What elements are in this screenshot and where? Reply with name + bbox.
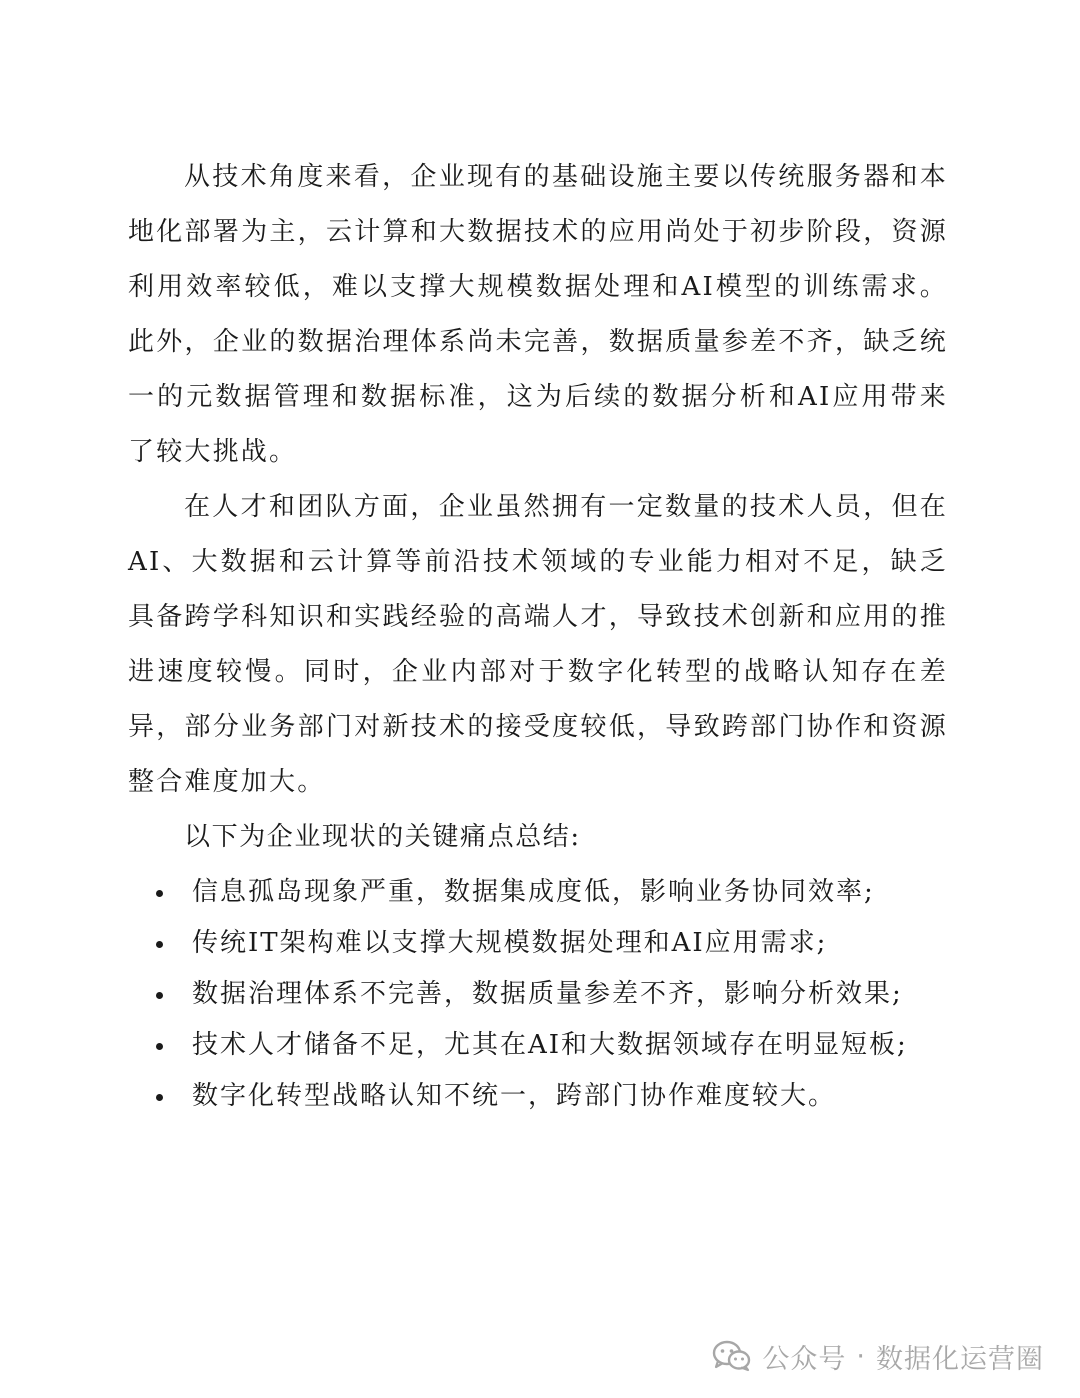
wechat-watermark — [712, 1336, 1044, 1376]
bullet-icon — [156, 890, 163, 897]
list-item — [128, 918, 948, 969]
list-item-text: 技术人才储备不足，尤其在AI和大数据领域存在明显短板; — [192, 1030, 908, 1060]
list-item — [128, 969, 948, 1020]
watermark-account-name: 数据化运营圈 — [876, 1343, 1044, 1375]
bullet-icon — [156, 992, 163, 999]
list-item — [128, 1071, 948, 1122]
list-item-text: 数字化转型战略认知不统一，跨部门协作难度较大。 — [192, 1081, 837, 1111]
bullet-icon — [156, 941, 163, 948]
wechat-icon — [712, 1340, 752, 1372]
watermark-separator: · — [856, 1340, 866, 1372]
list-item-text: 信息孤岛现象严重，数据集成度低，影响业务协同效率; — [192, 877, 875, 907]
watermark-prefix: 公众号 — [762, 1343, 847, 1375]
summary-intro: 以下为企业现状的关键痛点总结: — [184, 822, 581, 852]
list-item-text: 数据治理体系不完善，数据质量参差不齐，影响分析效果; — [192, 979, 903, 1009]
paragraph-technology: 从技术角度来看，企业现有的基础设施主要以传统服务器和本地化部署为主，云计算和大数据技术的应用尚处于初步阶段，资源利用效率较低，难以支撑大规模数据处理和AI模型的训练需求。此外，企业的数据治理体系尚未完善，数据质量参差不齐，缺乏统一的元数据管理和数据标准，这为后续的数据分析和AI应用带来了较大挑战。 — [128, 162, 948, 467]
document-body — [128, 150, 948, 1122]
pain-points-list — [128, 867, 948, 1122]
list-item — [128, 867, 948, 918]
list-item-text: 传统IT架构难以支撑大规模数据处理和AI应用需求; — [192, 928, 828, 958]
list-item — [128, 1020, 948, 1071]
bullet-icon — [156, 1043, 163, 1050]
paragraph-talent: 在人才和团队方面，企业虽然拥有一定数量的技术人员，但在AI、大数据和云计算等前沿技术领域的专业能力相对不足，缺乏具备跨学科知识和实践经验的高端人才，导致技术创新和应用的推进速度较慢。同时，企业内部对于数字化转型的战略认知存在差异，部分业务部门对新技术的接受度较低，导致跨部门协作和资源整合难度加大。 — [128, 492, 948, 797]
bullet-icon — [156, 1094, 163, 1101]
